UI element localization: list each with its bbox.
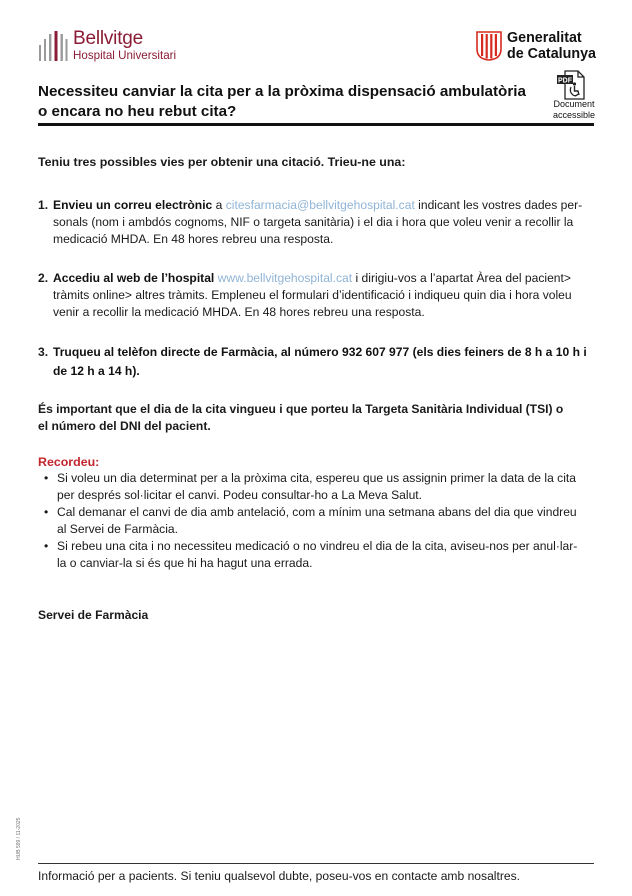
option-line: de 12 h a 14 h). [53, 364, 140, 378]
option-lead: Envieu un correu electrònic [53, 198, 213, 212]
option-number: 3. [38, 345, 49, 359]
option-line: tràmits online> altres tràmits. Empleneu el formulari d’identificació i indiqueu quin dia i hora voleu [53, 288, 572, 302]
accessible-document-label [546, 99, 602, 121]
bullet-icon: • [44, 505, 49, 519]
signature: Servei de Farmàcia [38, 608, 149, 622]
bullet-icon: • [44, 539, 49, 553]
option-line: Accediu al web de l’hospital www.bellvitgehospital.cat i dirigiu-vos a l’apartat Àrea del pacient> [53, 271, 571, 285]
option-line: Envieu un correu electrònic a citesfarmacia@bellvitgehospital.cat indicant les vostres dades per- [53, 198, 583, 212]
generalitat-shield-icon [476, 31, 502, 61]
doc-label-line2: accessible [552, 110, 596, 120]
intro-text: Teniu tres possibles vies per obtenir una citació. Trieu-ne una: [38, 155, 406, 169]
option-line: Truqueu al telèfon directe de Farmàcia, al número 932 607 977 (els dies feiners de 8 h a 10 h i [53, 345, 587, 359]
option-number: 1. [38, 198, 49, 212]
generalitat-line1: Generalitat [507, 30, 582, 46]
document-code: HUB 599 / 11-2025 [16, 817, 22, 860]
list-item: • Si voleu un dia determinat per a la pròxima cita, espereu que us assignin primer la data de la cita per després sol·licitar el canvi. Podeu consultar-ho a La Meva Salut. [44, 471, 576, 502]
generalitat-wordmark [507, 31, 596, 62]
option-line: venir a recollir la medicació MHDA. En 48 hores rebreu una resposta. [53, 305, 425, 319]
option-email [38, 197, 594, 248]
reminder-heading: Recordeu: [38, 455, 100, 469]
footer-text: Informació per a pacients. Si teniu qualsevol dubte, poseu-vos en contacte amb nosaltres. [38, 869, 521, 883]
option-web [38, 270, 594, 321]
bullet-icon: • [44, 471, 49, 485]
page-title [38, 82, 543, 122]
title-line2: o encara no heu rebut cita? [38, 103, 237, 120]
hospital-subtitle: Hospital Universitari [73, 49, 177, 62]
reminder-list [44, 470, 594, 572]
option-line: medicació MHDA. En 48 hores rebreu una resposta. [53, 232, 334, 246]
option-number: 2. [38, 271, 49, 285]
option-phone [38, 343, 594, 381]
option-line: sonals (nom i ambdós cognoms, NIF o targeta sanitària) i el dia i hora que voleu venir a recollir la [53, 215, 574, 229]
accessible-document-icon [556, 70, 590, 100]
website-link[interactable]: www.bellvitgehospital.cat [217, 271, 353, 285]
generalitat-line2: de Catalunya [507, 45, 596, 62]
option-lead: Accediu al web de l’hospital [53, 271, 215, 285]
list-item: • Si rebeu una cita i no necessiteu medicació o no vindreu el dia de la cita, aviseu-nos per anul·lar- la o canviar-la si és que hi ha hagut una errada. [44, 539, 578, 570]
title-divider [38, 123, 594, 126]
pdf-label: PDF [558, 77, 572, 85]
list-item: • Cal demanar el canvi de dia amb antelació, com a mínim una setmana abans del dia que vindreu al Servei de Farmàcia. [44, 505, 577, 536]
email-link[interactable]: citesfarmacia@bellvitgehospital.cat [225, 198, 415, 212]
title-line1: Necessiteu canviar la cita per a la pròxima dispensació ambulatòria [38, 83, 526, 100]
footer-divider [38, 863, 594, 864]
hospital-name: Bellvitge [73, 28, 144, 49]
doc-label-line1: Document [553, 99, 595, 109]
bellvitge-logo-icon [39, 31, 69, 61]
important-note: És important que el dia de la cita vingueu i que porteu la Targeta Sanitària Individual (TSI) o el número del DNI del pacient. [38, 402, 564, 433]
